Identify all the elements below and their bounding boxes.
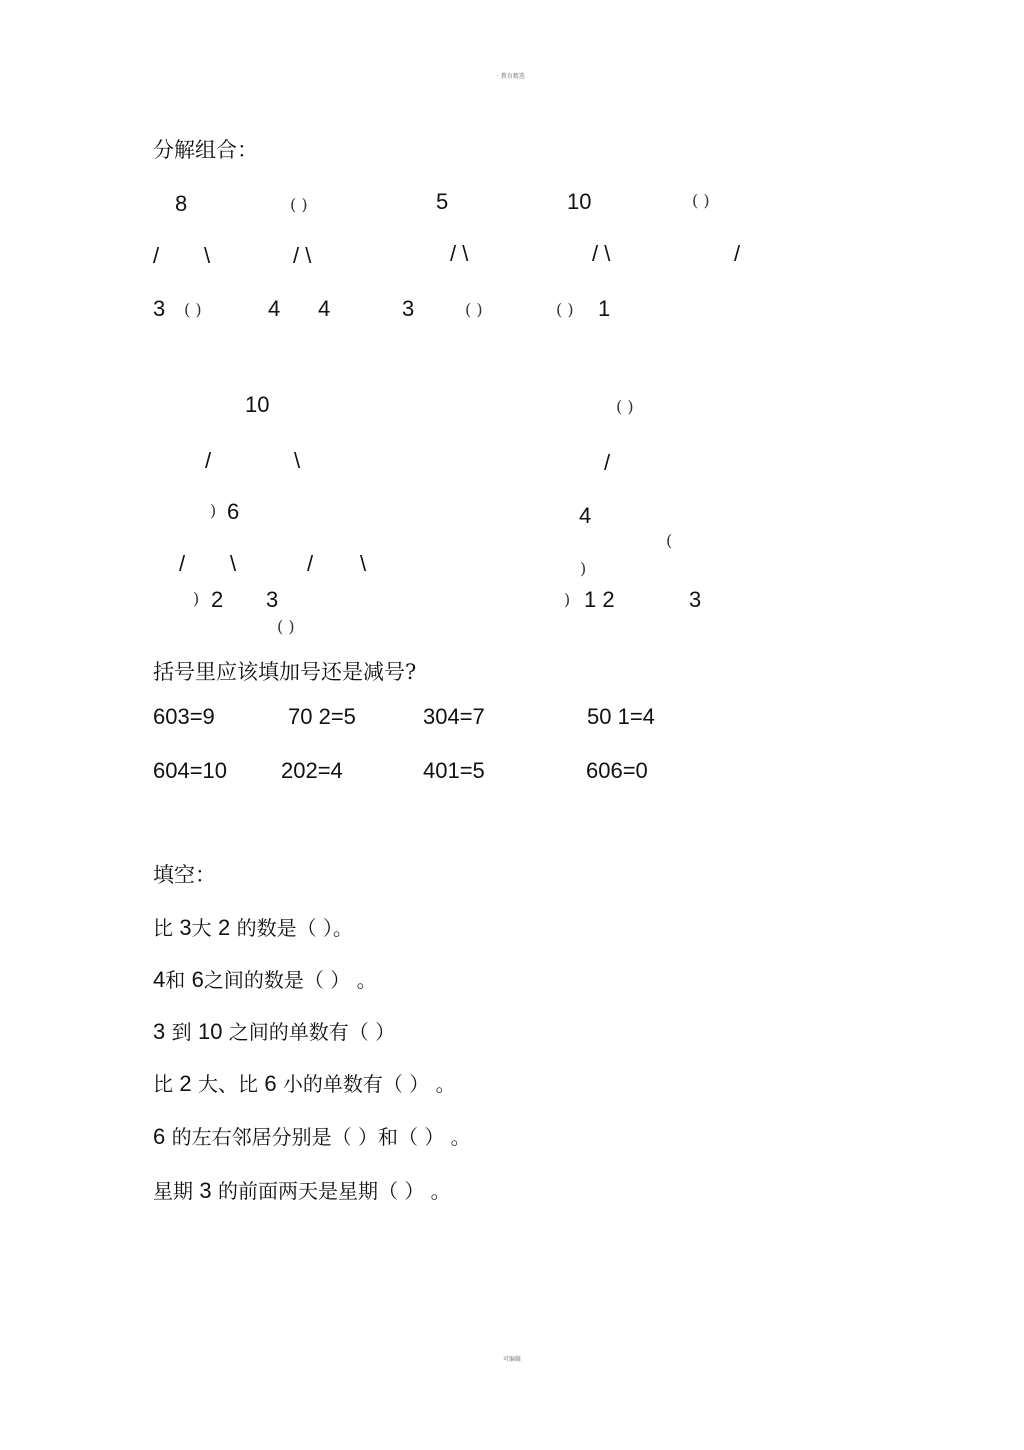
tree7-bottom-paren: ) [564, 590, 571, 609]
tree6-bottom-1: 2 [211, 587, 224, 612]
tree7-bottom-2: 3 [689, 587, 702, 612]
tree1-slash-right: \ [204, 243, 211, 268]
tree4-slashes: / \ [592, 241, 611, 266]
equation-r1-c4: 50 1=4 [587, 704, 655, 729]
tree4-top: 10 [567, 189, 592, 214]
tree7-slash-left: / [604, 450, 611, 475]
question-2: 4和 6之间的数是（ ） 。 [153, 967, 377, 992]
section-title-fill: 填空： [153, 863, 216, 887]
equation-r2-c2: 202=4 [281, 758, 343, 783]
section-title-plus-minus: 括号里应该填加号还是减号? [153, 660, 417, 684]
tree6-mid-paren: ) [210, 501, 217, 520]
tree5-top-blank: ( ) [692, 191, 710, 210]
tree3-left: 3 [402, 296, 415, 321]
tree7-bottom-1: 1 2 [584, 587, 615, 612]
tree2-right: 4 [318, 296, 331, 321]
tree6-bottom-2: 3 [266, 587, 279, 612]
tree6-slash-right: \ [294, 448, 301, 473]
page-header: · 教育精选 [497, 73, 525, 80]
tree7-mid: 4 [579, 503, 592, 528]
tree3-top: 5 [436, 189, 449, 214]
tree3-slashes: / \ [450, 241, 469, 266]
tree6-slash-left: / [205, 448, 212, 473]
tree2-slashes: / \ [293, 243, 312, 268]
tree1-right-blank: ( ) [184, 300, 202, 319]
tree3-right-blank: ( ) [465, 300, 483, 319]
question-5: 6 的左右邻居分别是（ ）和（ ） 。 [153, 1124, 471, 1149]
equation-r2-c3: 401=5 [423, 758, 485, 783]
tree4-left-blank: ( ) [556, 300, 574, 319]
tree6-slash-3: / [307, 551, 314, 576]
tree6-bottom-paren: ) [193, 589, 200, 608]
question-6: 星期 3 的前面两天是星期（ ） 。 [153, 1178, 451, 1203]
tree2-left: 4 [268, 296, 281, 321]
section-title-decompose: 分解组合： [153, 138, 258, 162]
tree1-slash-left: / [153, 243, 160, 268]
tree6-slash-1: / [179, 551, 186, 576]
tree6-slash-4: \ [360, 551, 367, 576]
tree4-right: 1 [598, 296, 611, 321]
equation-r2-c1: 604=10 [153, 758, 228, 783]
tree6-bottom-blank: ( ) [277, 617, 295, 636]
tree7-paren-close: ) [580, 559, 587, 578]
tree6-slash-2: \ [230, 551, 237, 576]
tree2-top-blank: ( ) [290, 195, 308, 214]
tree6-top: 10 [245, 392, 270, 417]
tree6-mid-right: 6 [227, 499, 240, 524]
question-1: 比 3大 2 的数是（ ）。 [153, 915, 353, 940]
tree1-top: 8 [175, 191, 188, 216]
equation-r1-c1: 603=9 [153, 704, 215, 729]
equation-r2-c4: 606=0 [586, 758, 648, 783]
equation-r1-c3: 304=7 [423, 704, 485, 729]
tree7-paren-open: ( [666, 531, 673, 550]
tree7-top-blank: ( ) [616, 397, 634, 416]
tree1-left: 3 [153, 296, 166, 321]
tree5-slash-left: / [734, 241, 741, 266]
question-4: 比 2 大、比 6 小的单数有（ ） 。 [153, 1071, 456, 1096]
equation-r1-c2: 70 2=5 [288, 704, 356, 729]
page-footer: 可编辑 [503, 1356, 522, 1363]
question-3: 3 到 10 之间的单数有（ ） [153, 1019, 396, 1044]
